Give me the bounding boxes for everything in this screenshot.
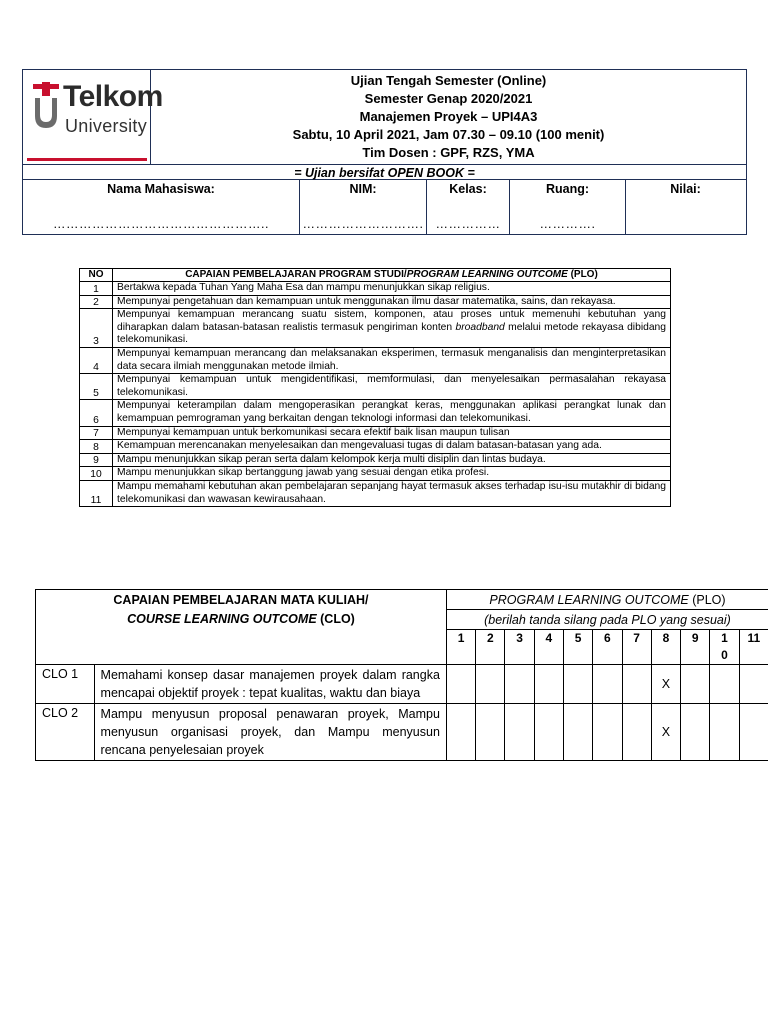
plo-desc: Mempunyai kemampuan untuk mengidentifikasi, memformulasi, dan menyelesaikan permasalahan rekayasa telekomunikasi. bbox=[113, 374, 671, 400]
plo-no: 5 bbox=[80, 374, 113, 400]
plo-number-8: 8 bbox=[651, 630, 680, 665]
plo-desc: Mampu menunjukkan sikap peran serta dalam kelompok kerja multi disiplin dan lintas budaya. bbox=[113, 453, 671, 467]
plo-row bbox=[80, 374, 671, 400]
plo-desc: Kemampuan merencanakan menyelesaikan dan mengevaluasi tugas di dalam batasan-batasan yang ada. bbox=[113, 440, 671, 454]
semester: Semester Genap 2020/2021 bbox=[364, 91, 533, 106]
plo-mark-cell-5[interactable] bbox=[563, 704, 592, 761]
plo-row bbox=[80, 400, 671, 426]
clo-title-line1: CAPAIAN PEMBELAJARAN MATA KULIAH/ bbox=[113, 593, 369, 607]
plo-mark-cell-8[interactable]: X bbox=[651, 704, 680, 761]
plo-no: 4 bbox=[80, 347, 113, 373]
clo-title-cell bbox=[36, 590, 447, 665]
plo-desc: Bertakwa kepada Tuhan Yang Maha Esa dan mampu menunjukkan sikap religius. bbox=[113, 282, 671, 296]
class-label: Kelas: bbox=[449, 182, 487, 196]
clo-title-italic: COURSE LEARNING OUTCOME bbox=[127, 612, 317, 626]
plo-mark-cell-4[interactable] bbox=[534, 665, 563, 704]
plo-header-italic: PROGRAM LEARNING OUTCOME bbox=[489, 593, 689, 607]
plo-mark-cell-2[interactable] bbox=[476, 665, 505, 704]
plo-row bbox=[80, 426, 671, 440]
plo-number-3: 3 bbox=[505, 630, 534, 665]
plo-desc: Mempunyai keterampilan dalam mengoperasikan perangkat keras, menggunakan aplikasi perangkat lunak dan kemampuan pemrograman yang berkaitan dengan teknologi informasi dan telekomunikasi. bbox=[113, 400, 671, 426]
plo-mark-cell-1[interactable] bbox=[446, 704, 475, 761]
plo-desc: Mampu memahami kebutuhan akan pembelajaran sepanjang hayat termasuk akses terhadap isu-isu mutakhir di bidang telekomunikasi dan wawasan kewirausahaan. bbox=[113, 480, 671, 506]
plo-subheader: (berilah tanda silang pada PLO yang sesuai) bbox=[446, 610, 768, 630]
plo-mark-cell-6[interactable] bbox=[593, 665, 622, 704]
clo-table bbox=[35, 589, 768, 761]
exam-header bbox=[22, 69, 747, 235]
plo-mark-cell-9[interactable] bbox=[681, 665, 710, 704]
plo-mark-cell-1[interactable] bbox=[446, 665, 475, 704]
plo-number-4: 4 bbox=[534, 630, 563, 665]
nim-blank: ………………………. bbox=[302, 217, 424, 231]
plo-no: 9 bbox=[80, 453, 113, 467]
plo-number-5: 5 bbox=[563, 630, 592, 665]
plo-no: 6 bbox=[80, 400, 113, 426]
plo-no: 2 bbox=[80, 295, 113, 309]
logo-wordmark-university: University bbox=[65, 116, 148, 136]
student-name-label: Nama Mahasiswa: bbox=[107, 182, 215, 196]
plo-row bbox=[80, 347, 671, 373]
nim-label: NIM: bbox=[349, 182, 377, 196]
plo-col-no: NO bbox=[80, 269, 113, 282]
plo-mark-cell-2[interactable] bbox=[476, 704, 505, 761]
plo-no: 11 bbox=[80, 480, 113, 506]
plo-mark-cell-6[interactable] bbox=[593, 704, 622, 761]
plo-no: 1 bbox=[80, 282, 113, 296]
exam-title: Ujian Tengah Semester (Online) bbox=[350, 73, 547, 88]
plo-number-11: 11 bbox=[739, 630, 768, 665]
plo-number-10: 1 0 bbox=[710, 630, 739, 665]
plo-row bbox=[80, 282, 671, 296]
plo-row bbox=[80, 453, 671, 467]
clo-title-line2 bbox=[36, 610, 446, 629]
plo-row bbox=[80, 467, 671, 481]
telkom-logo-icon bbox=[33, 82, 59, 130]
clo-id: CLO 2 bbox=[36, 704, 95, 761]
room-label: Ruang: bbox=[545, 182, 590, 196]
plo-row bbox=[80, 295, 671, 309]
plo-title-part-a: CAPAIAN PEMBELAJARAN PROGRAM STUDI/ bbox=[185, 269, 407, 280]
plo-mark-cell-9[interactable] bbox=[681, 704, 710, 761]
open-book-notice: = Ujian bersifat OPEN BOOK = bbox=[23, 164, 746, 180]
plo-mark-cell-5[interactable] bbox=[563, 665, 592, 704]
plo-mark-cell-3[interactable] bbox=[505, 665, 534, 704]
plo-no: 3 bbox=[80, 309, 113, 348]
clo-description: Memahami konsep dasar manajemen proyek dalam rangka mencapai objektif proyek : tepat kualitas, waktu dan biaya bbox=[94, 665, 446, 704]
logo-accent-bar bbox=[27, 158, 147, 161]
plo-row bbox=[80, 480, 671, 506]
plo-number-9: 9 bbox=[681, 630, 710, 665]
plo-mark-cell-11[interactable] bbox=[739, 704, 768, 761]
clo-title-rest: (CLO) bbox=[316, 612, 355, 626]
university-logo bbox=[23, 70, 163, 164]
plo-title-part-c: (PLO) bbox=[567, 269, 598, 280]
plo-desc: Mempunyai pengetahuan dan kemampuan untuk menggunakan ilmu dasar matematika, sains, dan rekayasa. bbox=[113, 295, 671, 309]
plo-table bbox=[79, 268, 671, 507]
plo-mark-cell-7[interactable] bbox=[622, 665, 651, 704]
plo-col-title bbox=[113, 269, 671, 282]
clo-row bbox=[36, 704, 768, 761]
student-name-field[interactable] bbox=[23, 180, 300, 234]
plo-desc-part-c: melalui metode rekayasa dibidang telekomunikasi. bbox=[117, 321, 667, 346]
clo-row bbox=[36, 665, 768, 704]
grade-label: Nilai: bbox=[670, 182, 701, 196]
plo-no: 8 bbox=[80, 440, 113, 454]
plo-title-part-b: PROGRAM LEARNING OUTCOME bbox=[406, 269, 568, 280]
exam-date-time: Sabtu, 10 April 2021, Jam 07.30 – 09.10 (100 menit) bbox=[292, 127, 605, 142]
exam-title-block bbox=[151, 70, 746, 164]
plo-no: 7 bbox=[80, 426, 113, 440]
plo-header-rest: (PLO) bbox=[688, 593, 726, 607]
plo-desc bbox=[113, 309, 671, 348]
room-blank: …………. bbox=[539, 217, 596, 231]
course-name: Manajemen Proyek – UPI4A3 bbox=[359, 109, 538, 124]
plo-number-2: 2 bbox=[476, 630, 505, 665]
class-blank: …………… bbox=[435, 217, 501, 231]
plo-number-7: 7 bbox=[622, 630, 651, 665]
plo-number-6: 6 bbox=[593, 630, 622, 665]
clo-id: CLO 1 bbox=[36, 665, 95, 704]
logo-wordmark-telkom: Telkom bbox=[63, 80, 163, 113]
plo-desc-part-b: broadband bbox=[455, 321, 505, 333]
plo-row bbox=[80, 440, 671, 454]
plo-mark-cell-8[interactable]: X bbox=[651, 665, 680, 704]
clo-description: Mampu menyusun proposal penawaran proyek, Mampu menyusun organisasi proyek, dan Mampu menyusun rencana penyelesaian proyek bbox=[94, 704, 446, 761]
plo-header-row bbox=[80, 269, 671, 282]
plo-desc: Mempunyai kemampuan untuk berkomunikasi secara efektif baik lisan maupun tulisan bbox=[113, 426, 671, 440]
plo-no: 10 bbox=[80, 467, 113, 481]
plo-desc: Mampu menunjukkan sikap bertanggung jawab yang sesuai dengan etika profesi. bbox=[113, 467, 671, 481]
plo-mark-cell-10[interactable] bbox=[710, 704, 739, 761]
grade-field bbox=[626, 180, 745, 234]
plo-mark-cell-11[interactable] bbox=[739, 665, 768, 704]
plo-mark-cell-10[interactable] bbox=[710, 665, 739, 704]
student-name-blank: ………………………………………….. bbox=[53, 217, 269, 231]
plo-mark-cell-7[interactable] bbox=[622, 704, 651, 761]
plo-number-1: 1 bbox=[446, 630, 475, 665]
lecturer-team: Tim Dosen : GPF, RZS, YMA bbox=[362, 145, 535, 160]
plo-mark-cell-3[interactable] bbox=[505, 704, 534, 761]
clo-header-row bbox=[36, 590, 768, 610]
plo-mark-cell-4[interactable] bbox=[534, 704, 563, 761]
room-field[interactable] bbox=[510, 180, 626, 234]
plo-row bbox=[80, 309, 671, 348]
plo-desc-part-a: Mempunyai kemampuan merancang suatu sistem, komponen, atau proses untuk memenuhi kebutuhan yang diharapkan dalam batasan-batasan realistis termasuk pengiriman konten bbox=[117, 309, 666, 333]
class-field[interactable] bbox=[427, 180, 510, 234]
nim-field[interactable] bbox=[300, 180, 427, 234]
plo-header-cell bbox=[446, 590, 768, 610]
plo-desc: Mempunyai kemampuan merancang dan melaksanakan eksperimen, termasuk menganalisis dan menginterpretasikan data secara ilmiah menggunakan metode ilmiah. bbox=[113, 347, 671, 373]
